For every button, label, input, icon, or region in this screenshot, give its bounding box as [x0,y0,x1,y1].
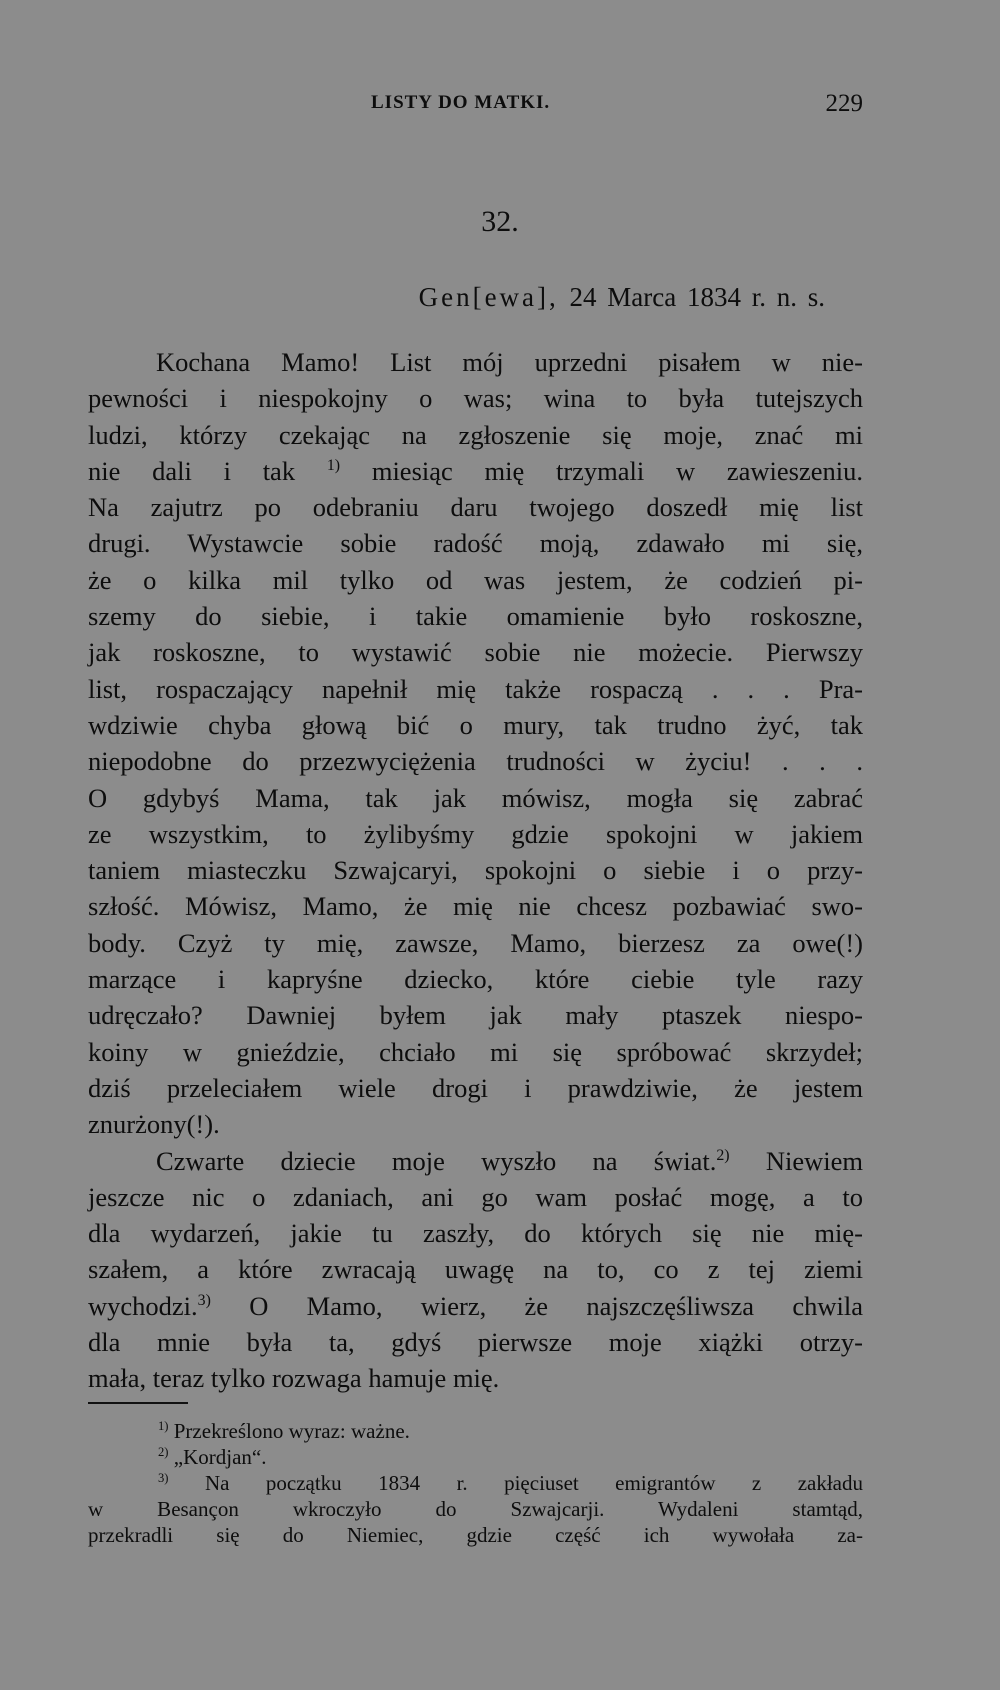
footnote-mark: 3) [158,1471,169,1485]
text-line: Na zajutrz po odebraniu daru twojego doszedł mię list [88,492,863,523]
text-line: Kochana Mamo! List mój uprzedni pisałem w nie- [156,347,863,377]
letter-body [88,344,863,1397]
running-title: LISTY DO MATKI. [371,92,551,113]
text-line: szłość. Mówisz, Mamo, że mię nie chcesz pozbawiać swo- [88,891,863,922]
footnote-line: w Besançon wkroczyło do Szwajcarji. Wydaleni stamtąd, [88,1497,863,1521]
text-line: znurżony(!). [88,1109,220,1140]
text-line: O gdybyś Mama, tak jak mówisz, mogła się zabrać [88,782,863,813]
letter-number: 32. [481,205,519,238]
text-line: szałem, a które zwracają uwagę na to, co z tej ziemi [88,1254,863,1285]
footnote-mark: 2) [158,1445,169,1459]
footnote-divider [88,1402,188,1404]
dateline [88,282,825,313]
text-line: mała, teraz tylko rozwaga hamuje mię. [88,1363,500,1394]
footnotes [88,1418,863,1548]
text-line: ze wszystkim, to żylibyśmy gdzie spokojni w jakiem [88,818,863,849]
dateline-date: 24 Marca 1834 r. n. s. [569,282,825,312]
page-number: 229 [825,90,863,117]
text-line: marzące i kapryśne dziecko, które ciebie tyle razy [88,964,863,995]
text-line [88,1143,863,1179]
text-line: body. Czyż ty mię, zawsze, Mamo, bierzesz za owe(!) [88,927,863,958]
text-line: dla mnie była ta, gdyś pierwsze moje xiążki otrzy- [88,1327,863,1358]
text-segment: O Mamo, wierz, że najszczęśliwsza chwila [249,1290,863,1321]
footnote-mark-number: 3 [158,1471,165,1485]
text-line: udręczało? Dawniej byłem jak mały ptaszek niespo- [88,1000,863,1031]
dateline-place: Gen[ewa], [418,282,559,312]
footnote [88,1418,863,1444]
footnote-mark: 1) [158,1419,169,1433]
text-segment: Czwarte dziecie moje wyszło na świat. [156,1145,717,1176]
footnote-ref-mark: 3 [197,1291,206,1309]
footnote-mark-number: 1 [158,1419,165,1433]
text-line: dziś przeleciałem wiele drogi i prawdziwie, że jestem [88,1072,863,1103]
text-line: ludzi, którzy czekając na zgłoszenie się moje, znać mi [88,419,863,450]
text-line: dla wydarzeń, jakie tu zaszły, do których się nie mię- [88,1218,863,1249]
footnote-mark-number: 2 [158,1445,165,1459]
footnote-text: Przekreślono wyraz: ważne. [173,1419,410,1443]
text-line: list, rospaczający napełnił mię także rospaczą . . . Pra- [88,673,863,704]
text-segment: miesiąc mię trzymali w zawieszeniu. [371,455,864,486]
footnote-text: Na początku 1834 r. pięciuset emigrantów z zakładu [204,1471,863,1495]
footnote-ref-mark: 1 [326,457,335,475]
text-line: że o kilka mil tylko od was jestem, że codzień pi- [88,564,863,595]
text-segment: wychodzi. [88,1290,198,1321]
text-line: jeszcze nic o zdaniach, ani go wam posłać mogę, a to [88,1181,863,1212]
text-line [88,1288,863,1324]
footnote-ref: 2) [716,1146,730,1164]
text-segment: nie dali i tak [88,455,296,486]
footnote [88,1470,863,1496]
text-line: wdziwie chyba głową bić o mury, tak trudno żyć, tak [88,709,863,740]
text-line: koiny w gnieździe, chciało mi się spróbować skrzydeł; [88,1036,863,1067]
text-line: drugi. Wystawcie sobie radość moją, zdawało mi się, [88,528,863,559]
text-line [88,453,863,489]
text-line: taniem miasteczku Szwajcaryi, spokojni o siebie i o przy- [88,855,863,886]
text-line: szemy do siebie, i takie omamienie było roskoszne, [88,601,863,632]
footnote [88,1444,863,1470]
footnote-ref-mark: 2 [716,1146,725,1164]
text-line: pewności i niespokojny o was; wina to była tutejszych [88,383,863,414]
text-line: niepodobne do przezwyciężenia trudności w życiu! . . . [88,746,863,777]
text-line: jak roskoszne, to wystawić sobie nie możecie. Pierwszy [88,637,863,668]
footnote-text: „Kordjan“. [173,1445,267,1469]
footnote-ref: 1) [326,457,341,475]
text-segment: Niewiem [765,1145,863,1176]
footnote-ref: 3) [197,1291,211,1309]
running-head [88,90,863,120]
footnote-line: przekradli się do Niemiec, gdzie część ich wywołała za- [88,1523,863,1547]
